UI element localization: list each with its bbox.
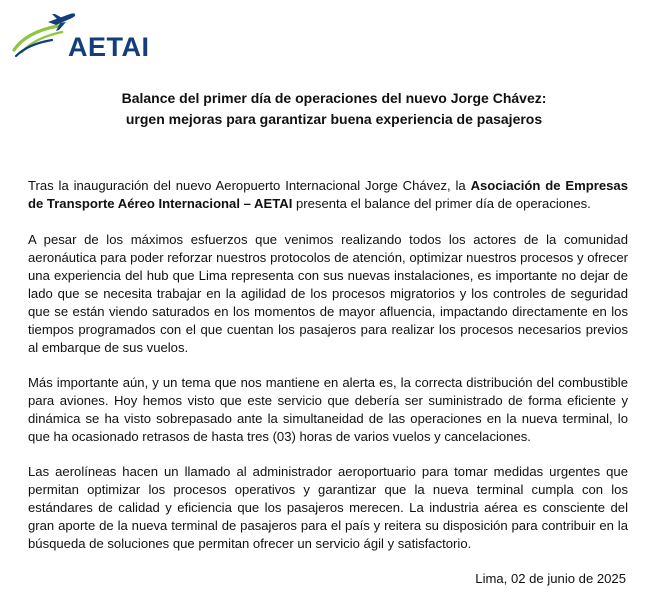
document-date: Lima, 02 de junio de 2025 bbox=[475, 571, 626, 586]
intro-text-before: Tras la inauguración del nuevo Aeropuerto Internacional Jorge Chávez, la bbox=[28, 178, 471, 193]
paragraph-efforts: A pesar de los máximos esfuerzos que venimos realizando todos los actores de la comunidad aeronáutica para poder reforzar nuestros protocolos de atención, optimizar nuestros procesos y ofrecer una experiencia del hub que Lima representa con sus nuevas instalaciones, es importante no dejar de lado que se necesita trabajar en la agilidad de los procesos migratorios y los controles de seguridad que se están viendo saturados en los momentos de mayor afluencia, impactando directamente en los tiempos programados con el que cuentan los pasajeros para realizar los procesos necesarios previos al embarque de sus vuelos. bbox=[28, 232, 628, 355]
logo-wordmark: AETAI bbox=[68, 32, 150, 62]
title-line-2: urgen mejoras para garantizar buena experiencia de pasajeros bbox=[125, 111, 543, 127]
association-name: Asociación de Empresas de Transporte Aéreo Internacional – AETAI bbox=[28, 178, 628, 211]
paragraph-call-to-action: Las aerolíneas hacen un llamado al administrador aeroportuario para tomar medidas urgentes que permitan optimizar los procesos operativos y garantizar que la nueva terminal cumpla con los estándares de calidad y eficiencia que los pasajeros merecen. La industria aérea es consciente del gran aporte de la nueva terminal de pasajeros para el país y reitera su disposición para contribuir en la búsqueda de soluciones que permitan ofrecer un servicio ágil y satisfactorio. bbox=[28, 464, 628, 551]
aetai-logo bbox=[12, 12, 172, 64]
intro-text-after: presenta el balance del primer día de operaciones. bbox=[292, 196, 591, 211]
paragraph-fuel: Más importante aún, y un tema que nos mantiene en alerta es, la correcta distribución del combustible para aviones. Hoy hemos visto que este servicio que debería ser suministrado de forma eficiente y dinámica se ha visto sobrepasado ante la simultaneidad de las operaciones en la nueva terminal, lo que ha ocasionado retrasos de hasta tres (03) horas de varios vuelos y cancelaciones. bbox=[28, 375, 628, 444]
page-title bbox=[40, 88, 628, 130]
title-line-1: Balance del primer día de operaciones del nuevo Jorge Chávez: bbox=[121, 90, 547, 106]
paragraph-intro bbox=[28, 177, 628, 213]
